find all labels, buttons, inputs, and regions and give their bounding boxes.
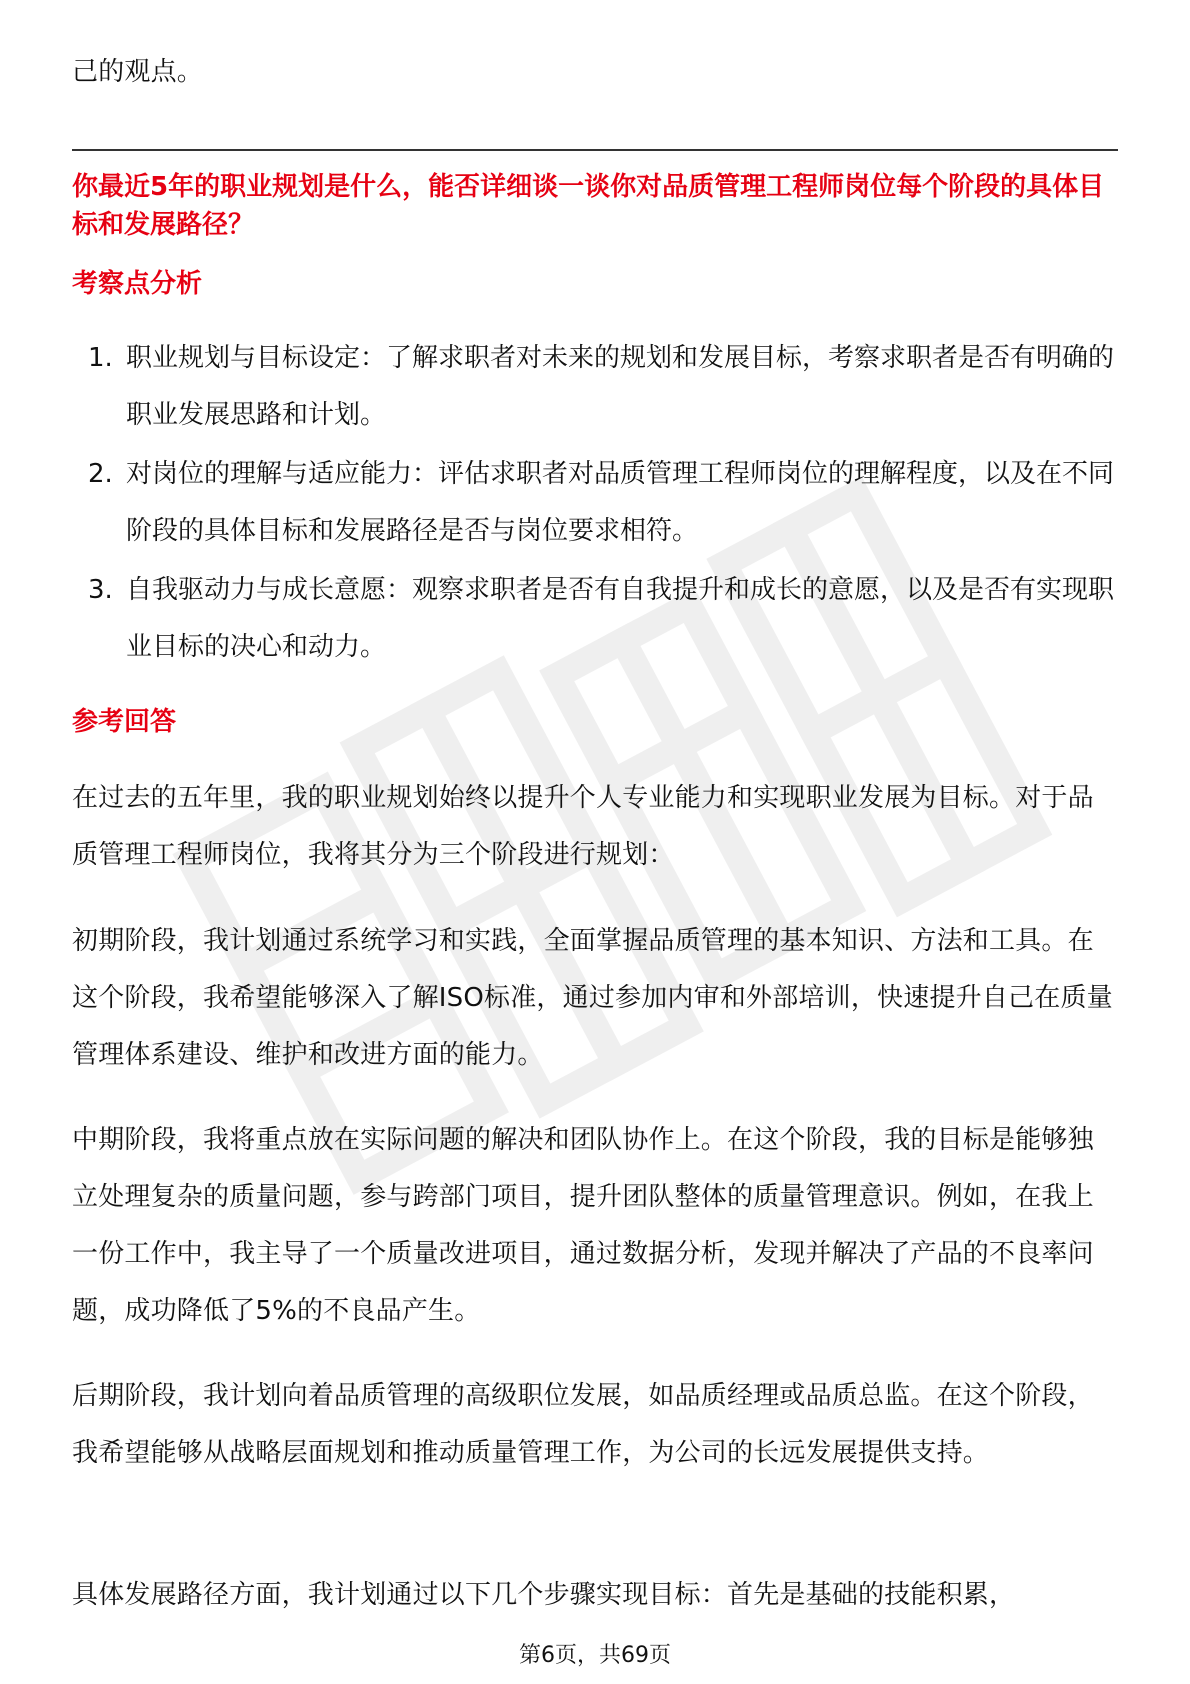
document-page bbox=[72, 0, 1118, 1684]
point-text: 职业规划与目标设定：了解求职者对未来的规划和发展目标，考察求职者是否有明确的职业发展思路和计划。 bbox=[126, 343, 1115, 430]
analysis-point bbox=[72, 562, 1118, 676]
page-footer: 第6页，共69页 bbox=[519, 1643, 671, 1668]
interview-question: 你最近5年的职业规划是什么，能否详细谈一谈你对品质管理工程师岗位每个阶段的具体目标和发展路径？ bbox=[72, 172, 1105, 240]
point-number: 1. bbox=[88, 343, 113, 373]
analysis-heading: 考察点分析 bbox=[72, 269, 203, 299]
analysis-point bbox=[72, 330, 1118, 444]
section-divider bbox=[72, 149, 1118, 151]
continuation-text: 己的观点。 bbox=[72, 57, 204, 87]
answer-paragraph: 中期阶段，我将重点放在实际问题的解决和团队协作上。在这个阶段，我的目标是能够独立处理复杂的质量问题，参与跨部门项目，提升团队整体的质量管理意识。例如，在我上一份工作中，我主导了一个质量改进项目，通过数据分析，发现并解决了产品的不良率问题，成功降低了5%的不良品产生。 bbox=[72, 1125, 1094, 1326]
point-text: 自我驱动力与成长意愿：观察求职者是否有自我提升和成长的意愿，以及是否有实现职业目标的决心和动力。 bbox=[126, 575, 1115, 662]
answer-paragraph: 在过去的五年里，我的职业规划始终以提升个人专业能力和实现职业发展为目标。对于品质管理工程师岗位，我将其分为三个阶段进行规划： bbox=[72, 783, 1094, 870]
point-text: 对岗位的理解与适应能力：评估求职者对品质管理工程师岗位的理解程度，以及在不同阶段的具体目标和发展路径是否与岗位要求相符。 bbox=[126, 459, 1115, 546]
point-number: 2. bbox=[88, 459, 113, 489]
analysis-points bbox=[72, 330, 1118, 678]
answer-paragraph: 具体发展路径方面，我计划通过以下几个步骤实现目标：首先是基础的技能积累， bbox=[72, 1580, 1016, 1610]
answer-paragraph: 初期阶段，我计划通过系统学习和实践，全面掌握品质管理的基本知识、方法和工具。在这个阶段，我希望能够深入了解ISO标准，通过参加内审和外部培训，快速提升自己在质量管理体系建设、维护和改进方面的能力。 bbox=[72, 926, 1113, 1070]
answer-paragraph: 后期阶段，我计划向着品质管理的高级职位发展，如品质经理或品质总监。在这个阶段，我希望能够从战略层面规划和推动质量管理工作，为公司的长远发展提供支持。 bbox=[72, 1381, 1094, 1468]
point-number: 3. bbox=[88, 575, 113, 605]
analysis-point bbox=[72, 446, 1118, 560]
answer-heading: 参考回答 bbox=[72, 707, 177, 737]
